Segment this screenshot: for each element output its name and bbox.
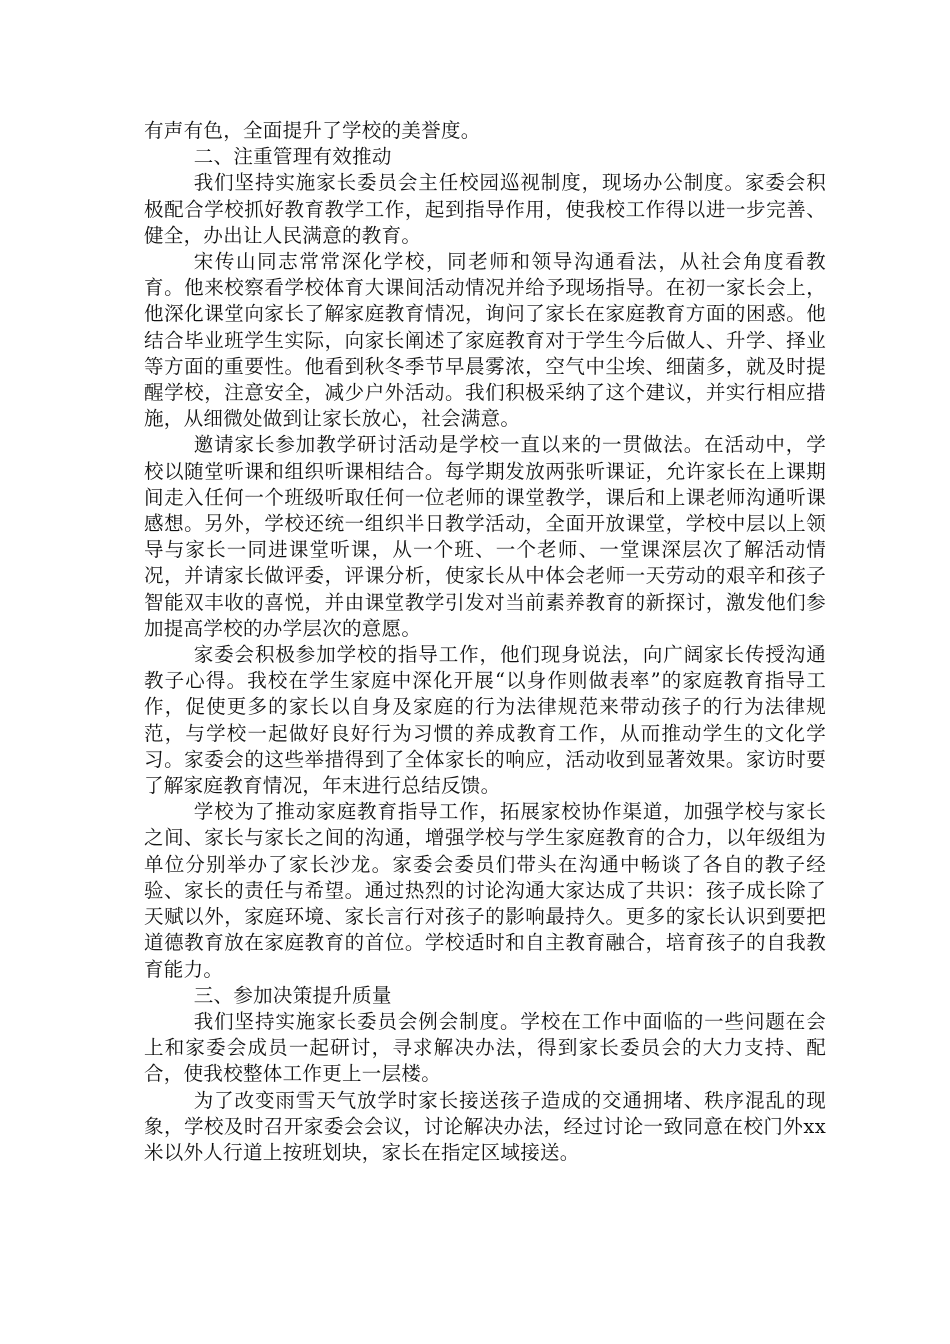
document-page xyxy=(144,118,826,1166)
paragraph: 邀请家长参加教学研讨活动是学校一直以来的一贯做法。在活动中，学校以随堂听课和组织听课相结合。每学期发放两张听课证，允许家长在上课期间走入任何一个班级听取任何一位老师的课堂教学，课后和上课老师沟通听课感想。另外，学校还统一组织半日教学活动，全面开放课堂，学校中层以上领导与家长一同进课堂听课，从一个班、一个老师、一堂课深层次了解活动情况，并请家长做评委，评课分析，使家长从中体会老师一天劳动的艰辛和孩子智能双丰收的喜悦，并由课堂教学引发对当前素养教育的新探讨，激发他们参加提高学校的办学层次的意愿。 xyxy=(144,433,826,640)
paragraph: 学校为了推动家庭教育指导工作，拓展家校协作渠道，加强学校与家长之间、家长与家长之间的沟通，增强学校与学生家庭教育的合力，以年级组为单位分别举办了家长沙龙。家委会委员们带头在沟通中畅谈了各自的教子经验、家长的责任与希望。通过热烈的讨论沟通大家达成了共识：孩子成长除了天赋以外，家庭环境、家长言行对孩子的影响最持久。更多的家长认识到要把道德教育放在家庭教育的首位。学校适时和自主教育融合，培育孩子的自我教育能力。 xyxy=(144,800,826,981)
paragraph: 宋传山同志常常深化学校，同老师和领导沟通看法，从社会角度看教育。他来校察看学校体育大课间活动情况并给予现场指导。在初一家长会上，他深化课堂向家长了解家庭教育情况，询问了家长在家庭教育方面的困惑。他结合毕业班学生实际，向家长阐述了家庭教育对于学生今后做人、升学、择业等方面的重要性。他看到秋冬季节早晨雾浓，空气中尘埃、细菌多，就及时提醒学校，注意安全，减少户外活动。我们积极采纳了这个建议，并实行相应措施，从细微处做到让家长放心，社会满意。 xyxy=(144,250,826,431)
paragraph: 为了改变雨雪天气放学时家长接送孩子造成的交通拥堵、秩序混乱的现象，学校及时召开家委会会议，讨论解决办法，经过讨论一致同意在校门外xx米以外人行道上按班划块，家长在指定区域接送。 xyxy=(144,1088,826,1164)
section-heading-3: 三、参加决策提升质量 xyxy=(193,983,392,1007)
paragraph: 我们坚持实施家长委员会主任校园巡视制度，现场办公制度。家委会积极配合学校抓好教育教学工作，起到指导作用，使我校工作得以进一步完善、健全，办出让人民满意的教育。 xyxy=(144,171,826,247)
section-heading-2: 二、注重管理有效推动 xyxy=(193,145,392,169)
paragraph: 家委会积极参加学校的指导工作，他们现身说法，向广阔家长传授沟通教子心得。我校在学生家庭中深化开展“以身作则做表率”的家庭教育指导工作，促使更多的家长以自身及家庭的行为法律规范来带动孩子的行为法律规范，与学校一起做好良好行为习惯的养成教育工作，从而推动学生的文化学习。家委会的这些举措得到了全体家长的响应，活动收到显著效果。家访时要了解家庭教育情况，年末进行总结反馈。 xyxy=(144,643,826,798)
paragraph: 我们坚持实施家长委员会例会制度。学校在工作中面临的一些问题在会上和家委会成员一起研讨，寻求解决办法，得到家长委员会的大力支持、配合，使我校整体工作更上一层楼。 xyxy=(144,1009,826,1086)
paragraph-continuation: 有声有色，全面提升了学校的美誉度。 xyxy=(144,119,481,142)
